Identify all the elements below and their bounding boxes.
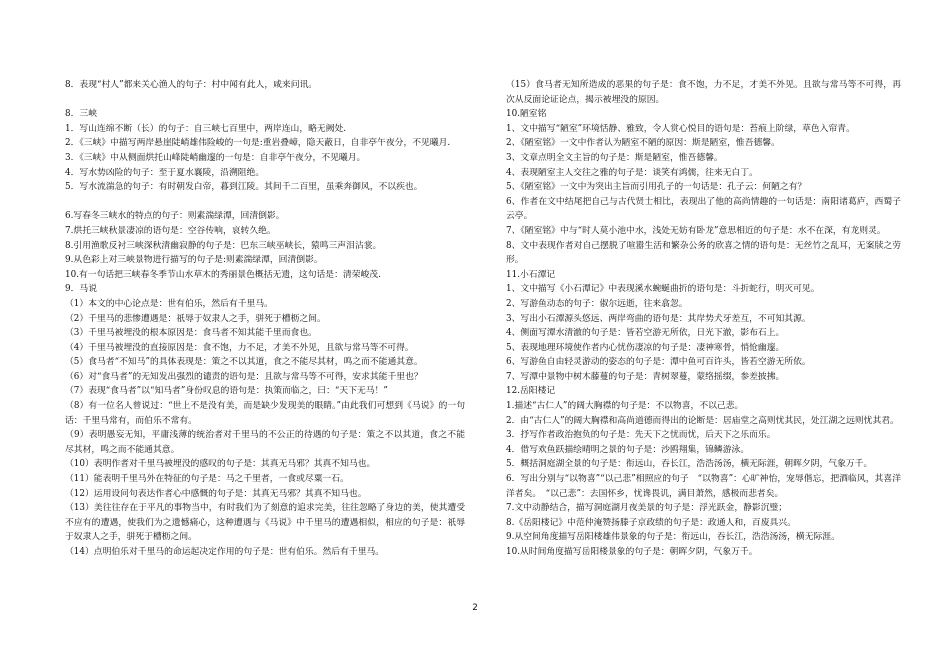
text-line: 1．写山连绵不断（长）的句子：自三峡七百里中，两岸连山，略无阙处. xyxy=(65,123,347,134)
text-line: （11）能表明千里马外在特征的句子是：马之千里者，一食或尽粟一石。 xyxy=(65,474,349,485)
text-line: （2）千里马的悲惨遭遇是：祇辱于奴隶人之手，骈死于槽枥之间。 xyxy=(65,313,326,324)
text-line: 2、《陋室铭》一文中作者认为陋室不陋的原因：斯是陋室，惟吾德馨。 xyxy=(506,138,780,149)
text-line: （12）运用设问句表达作者心中感慨的句子是：其真无马邪？其真不知马也。 xyxy=(65,488,367,499)
text-paragraph: （15）食马者无知所造成的恶果的句子是：食不饱，力不足，才美不外见。且欲与常马等不可得，再次从反面论证论点，揭示被埋没的原因。 xyxy=(506,80,901,105)
text-line: 1、文中描写“陋室”环境恬静、雅致，令人赏心悦目的语句是：苔痕上阶绿，草色入帘青。 xyxy=(506,123,855,134)
text-line: 7、写潭中景物中树木藤蔓的句子是：青树翠蔓，蒙络摇缀，参差披拂。 xyxy=(506,371,785,382)
text-line: 1、文中描写《小石潭记》中表现溪水蜿蜒曲折的语句是：斗折蛇行，明灭可见。 xyxy=(506,284,820,295)
text-line: 9.从色彩上对三峡景物进行描写的句子是:则素湍绿潭，回清倒影。 xyxy=(65,255,323,266)
text-line: 3．抒写作者政治抱负的句子是：先天下之忧而忧，后天下之乐而乐。 xyxy=(506,430,776,441)
text-line: 7.烘托三峡秋景凄凉的语句是：空谷传响，哀转久绝。 xyxy=(65,225,276,236)
text-line: 4、表现陋室主人交往之雅的句子是：谈笑有鸿儒，往来无白丁。 xyxy=(506,167,758,178)
blank-line xyxy=(65,195,465,210)
section-heading: 12.岳阳楼记 xyxy=(506,386,556,397)
text-line: 3．《三峡》中从侧面烘托山峰陡峭幽邃的一句是：自非亭午夜分，不见曦月。 xyxy=(65,152,366,163)
text-paragraph: 7、《陋室铭》中与“时人莫小池中水，浅处无妨有卧龙”意思相近的句子是：水不在深，有龙则灵。 xyxy=(506,225,886,236)
text-paragraph: 8、文中表现作者对自己摆脱了喧嚣生活和繁杂公务的欣喜之情的语句是：无丝竹之乱耳，无案牍之劳形。 xyxy=(506,240,901,266)
text-line: 7.文中动静结合，描写洞庭湖月夜美景的句子是：浮光跃金，静影沉璧； xyxy=(506,503,788,514)
left-column xyxy=(65,78,465,560)
section-heading: 9．马说 xyxy=(65,284,97,295)
text-line: 4．借写欢鱼跃描绘晴明之景的句子是：沙鸥翔集，锦鳞游泳。 xyxy=(506,444,750,455)
text-line: （7）表现“食马者”以“知马者”身份叹息的语句是：执策而临之，曰：“天下无马！” xyxy=(65,386,388,397)
section-heading: 11.小石潭记 xyxy=(506,269,556,280)
page-number: 2 xyxy=(472,603,478,613)
text-line: 10.从时间角度描写岳阳楼景象的句子是：朝晖夕阴，气象万千。 xyxy=(506,547,758,557)
text-line: 8.引用渔歌反衬三峡深秋清幽寂静的句子是：巴东三峡巫峡长，猿鸣三声泪沾裳。 xyxy=(65,240,382,251)
text-line: 10.有一句话把三峡春冬季节山水草木的秀丽景色概括无遗，这句话是：清荣峻茂. xyxy=(65,269,381,280)
text-paragraph: （13）美往往存在于平凡的事物当中，有时我们为了刻意的追求完美，往往忽略了身边的美，使其遭受不应有的遭遇，使我们为之遗憾痛心，这种遭遇与《马说》中千里马的遭遇相似，相应的句子是：祇辱于奴隶人之手，骈死于槽枥之间。 xyxy=(65,503,465,543)
right-column xyxy=(506,78,901,560)
text-line: 5、《陋室铭》一文中为突出主旨而引用孔子的一句话是：孔子云：何陋之有？ xyxy=(506,182,807,193)
section-heading: 8．三峡 xyxy=(65,109,97,120)
text-line: 3、文章点明全文主旨的句子是：斯是陋室，惟吾德馨。 xyxy=(506,152,723,163)
text-line: （4）千里马被埋没的直接原因是：食不饱，力不足，才美不外见，且欲与常马等不可得。 xyxy=(65,342,414,353)
text-paragraph: （8）有一位名人曾说过：“世上不是没有美，而是缺少发现美的眼睛。”由此我们可想到《马说》的一句话：千里马常有，而伯乐不常有。 xyxy=(65,401,465,426)
section-heading: 10.陋室铭 xyxy=(506,109,547,120)
text-line: （6）对“食马者”的无知发出强烈的谴责的语句是：且欲与常马等不可得，安求其能千里也？ xyxy=(65,371,423,382)
text-line: （5）食马者“不知马”的具体表现是：策之不以其道，食之不能尽其材，鸣之而不能通其意。 xyxy=(65,357,423,368)
text-line: 5．概括洞庭湖全景的句子是：衔远山，吞长江，浩浩汤汤，横无际涯，朝晖夕阴，气象万千。 xyxy=(506,459,873,470)
text-line: 3、写出小石潭源头悠远、两岸弯曲的语句是：其岸势犬牙差互，不可知其源。 xyxy=(506,313,811,324)
text-line: 5、表现地理环境使作者内心忧伤凄凉的句子是：凄神寒骨，悄怆幽邃。 xyxy=(506,342,785,353)
text-paragraph: 6、作者在文中结尾把自己与古代贤士相比，表现出了他的高尚情趣的一句话是：南阳诸葛庐，西蜀子云亭。 xyxy=(506,196,901,222)
text-line: 8.《岳阳楼记》中范仲淹赞扬滕子京政绩的句子是：政通人和，百废具兴。 xyxy=(506,517,796,528)
text-line: 9.从空间角度描写岳阳楼雄伟景象的句子是：衔远山，吞长江，浩浩汤汤，横无际涯。 xyxy=(506,532,840,543)
text-line: 1.描述“古仁人”的阔大胸襟的句子是：不以物喜，不以己悲。 xyxy=(506,401,744,412)
text-paragraph: （9）表明愚妄无知，平庸浅薄的统治者对千里马的不公正的待遇的句子是：策之不以其道，食之不能尽其材，鸣之而不能通其意。 xyxy=(65,430,465,455)
text-line: 5．写水流湍急的句子：有时朝发白帝，暮到江陵。其间千二百里，虽乘奔御风，不以疾也。 xyxy=(65,182,423,193)
text-line: 4．写水势凶险的句子：至于夏水襄陵，沿溯阻绝。 xyxy=(65,167,265,178)
text-line: 6.写春冬三峡水的特点的句子：则素湍绿潭，回清倒影。 xyxy=(65,211,285,222)
text-line: （14）点明伯乐对千里马的命运起决定作用的句子是：世有伯乐。然后有千里马。 xyxy=(65,547,385,557)
text-line: 4、侧面写潭水清澈的句子是：皆若空游无所依，日光下澈，影布石上。 xyxy=(506,328,785,339)
text-line: （1）本文的中心论点是：世有伯乐，然后有千里马。 xyxy=(65,298,273,309)
text-line: 8．表现“村人”都来关心渔人的句子：村中闻有此人，咸来问讯。 xyxy=(65,80,318,90)
text-paragraph: 2．由“古仁人”的阔大胸襟和高尚道德而得出的论断是：居庙堂之高则忧其民，处江湖之远则忧其君。 xyxy=(506,415,899,426)
text-line: （3）千里马被埋没的根本原因是：食马者不知其能千里而食也。 xyxy=(65,328,317,339)
text-line: 6、写游鱼自由轻灵游动的姿态的句子是：潭中鱼可百许头，皆若空游无所依。 xyxy=(506,357,811,368)
text-line: （10）表明作者对千里马被埋没的感叹的句子是：其真无马邪？其真不知马也。 xyxy=(65,459,376,470)
blank-line xyxy=(65,93,465,108)
text-paragraph: 6．写出分别与“以物喜”“以己悲”相照应的句子 “以物喜”：心旷神怡，宠辱偕忘，把酒临风，其喜洋洋者矣。 “以己悲”：去国怀乡，忧谗畏讥，满目萧然，感极而悲者矣。 xyxy=(506,474,901,499)
text-line: 2、写游鱼动态的句子：俶尔远逝，往来翕忽。 xyxy=(506,298,688,309)
text-line: 2．《三峡》中描写两岸悬崖陡峭雄伟险峻的一句是:重岩叠嶂，隐天蔽日，自非亭午夜分，不见曦月. xyxy=(65,138,451,149)
